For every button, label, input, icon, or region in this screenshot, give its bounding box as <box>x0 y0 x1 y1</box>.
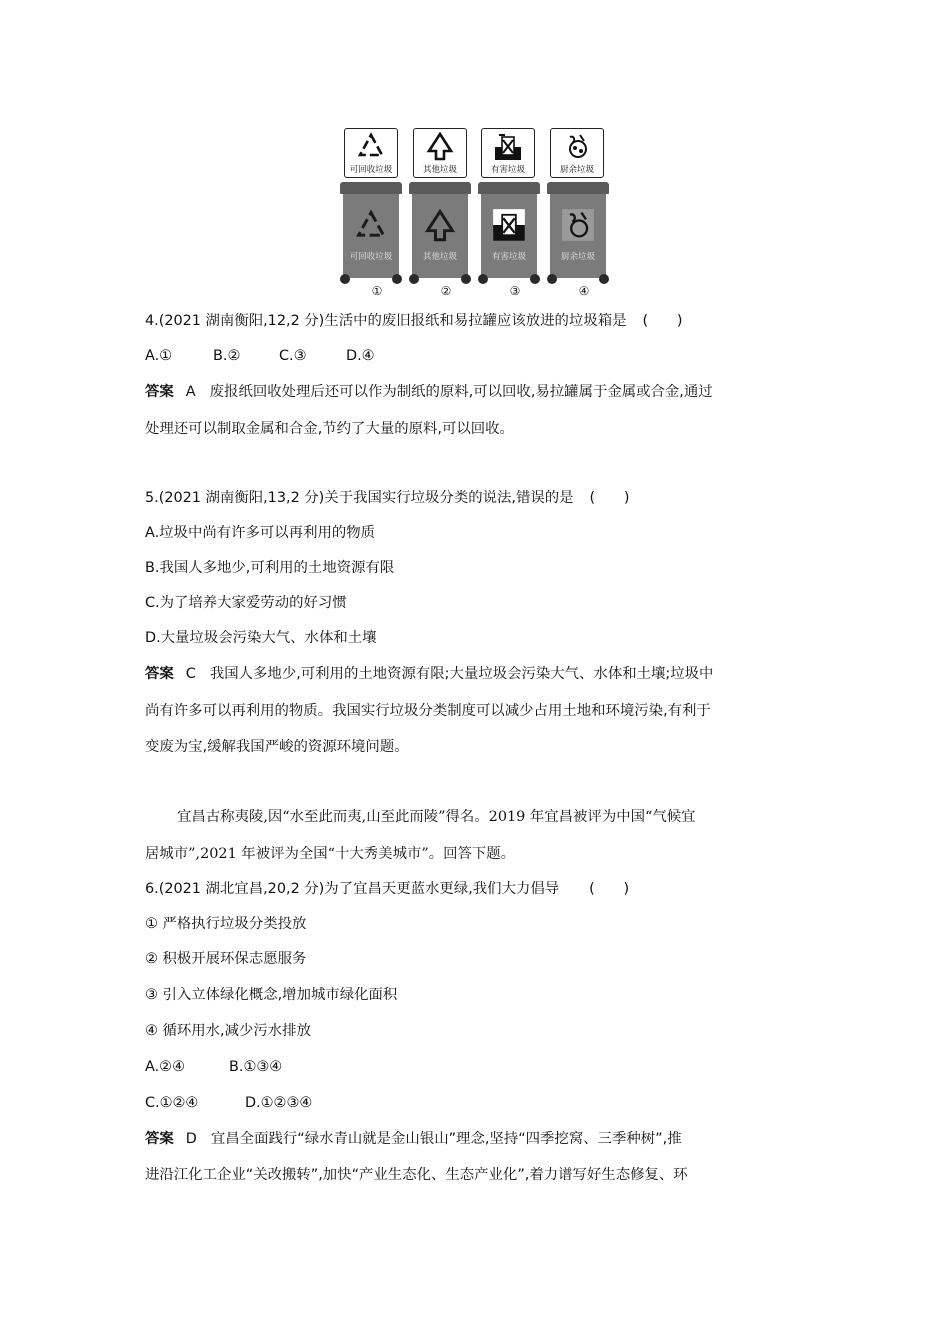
bin-kitchen <box>547 182 609 284</box>
option: B.①③④ <box>229 1059 283 1075</box>
option: D.①②③④ <box>245 1095 313 1111</box>
answer-paren: ( ) <box>589 490 630 506</box>
option: D.大量垃圾会污染大气、水体和土壤 <box>145 630 377 646</box>
bin-label: 可回收垃圾 <box>349 252 393 262</box>
question-6-stem <box>145 878 629 900</box>
question-6-answer <box>145 1128 682 1150</box>
bin-recyclable <box>340 182 402 284</box>
recycle-icon <box>354 208 388 242</box>
statement-item: ③ 引入立体绿化概念,增加城市绿化面积 <box>145 987 398 1003</box>
question-5-answer-cont: 尚有许多可以再利用的物质。我国实行垃圾分类制度可以减少占用土地和环境污染,有利于 <box>145 703 711 719</box>
recyclable-sign <box>344 128 398 178</box>
material-text: 宜昌古称夷陵,因“水至此而夷,山至此而陵”得名。2019 年宜昌被评为中国“气候宜 <box>177 809 696 825</box>
statement-item: ① 严格执行垃圾分类投放 <box>145 916 307 932</box>
answer-letter: C <box>185 666 196 682</box>
option: B.我国人多地少,可利用的土地资源有限 <box>145 560 395 576</box>
option: C.③ <box>279 348 307 364</box>
option: C.①②④ <box>145 1095 199 1111</box>
question-6-answer-cont: 进沿江化工企业“关改搬转”,加快“产业生态化、生态产业化”,着力谱写好生态修复、环 <box>145 1167 688 1183</box>
answer-label: 答案 <box>145 384 174 400</box>
bin-number: ① <box>371 284 383 298</box>
sign-label: 可回收垃圾 <box>349 165 393 175</box>
hazardous-sign <box>481 128 535 178</box>
other-waste-sign <box>413 128 467 178</box>
question-5-answer-cont: 变废为宝,缓解我国严峻的资源环境问题。 <box>145 739 409 755</box>
hazardous-icon <box>493 131 523 161</box>
sign-label: 厨余垃圾 <box>559 165 594 175</box>
bin-number: ③ <box>509 284 521 298</box>
recycle-icon <box>356 131 386 161</box>
option: A.垃圾中尚有许多可以再利用的物质 <box>145 525 376 541</box>
question-4-options <box>145 345 375 367</box>
answer-letter: A <box>185 384 196 400</box>
statement-item: ② 积极开展环保志愿服务 <box>145 951 307 967</box>
material-text: 居城市”,2021 年被评为全国“十大秀美城市”。回答下题。 <box>145 846 516 862</box>
bin-label: 厨余垃圾 <box>560 252 595 262</box>
kitchen-waste-icon <box>561 208 595 242</box>
bin-number: ② <box>440 284 452 298</box>
statement-item: ④ 循环用水,减少污水排放 <box>145 1023 311 1039</box>
question-6-options-row-1 <box>145 1056 282 1078</box>
option: A.① <box>145 348 173 364</box>
answer-explanation: 废报纸回收处理后还可以作为制纸的原料,可以回收,易拉罐属于金属或合金,通过 <box>209 384 713 400</box>
bin-number: ④ <box>578 284 590 298</box>
stem-text: 6.(2021 湖北宜昌,20,2 分)为了宜昌天更蓝水更绿,我们大力倡导 <box>145 881 560 897</box>
kitchen-waste-sign <box>550 128 604 178</box>
question-5-stem <box>145 487 630 509</box>
stem-text: 5.(2021 湖南衡阳,13,2 分)关于我国实行垃圾分类的说法,错误的是 <box>145 490 574 506</box>
bin-hazardous <box>478 182 540 284</box>
trash-bins-figure <box>338 128 614 300</box>
question-5-answer <box>145 663 713 685</box>
answer-paren: ( ) <box>642 313 683 329</box>
option: C.为了培养大家爱劳动的好习惯 <box>145 595 347 611</box>
question-4-answer-cont: 处理还可以制取金属和合金,节约了大量的原料,可以回收。 <box>145 421 514 437</box>
other-waste-icon <box>423 208 457 242</box>
question-6-options-row-2 <box>145 1092 312 1114</box>
option: D.④ <box>346 348 375 364</box>
answer-paren: ( ) <box>589 881 630 897</box>
answer-explanation: 我国人多地少,可利用的土地资源有限;大量垃圾会污染大气、水体和土壤;垃圾中 <box>209 666 714 682</box>
kitchen-waste-icon <box>562 131 592 161</box>
answer-explanation: 宜昌全面践行“绿水青山就是金山银山”理念,坚持“四季挖窝、三季种树”,推 <box>210 1131 682 1147</box>
question-4-answer <box>145 381 713 403</box>
bin-label: 有害垃圾 <box>491 252 526 262</box>
other-waste-icon <box>425 131 455 161</box>
answer-letter: D <box>185 1131 197 1147</box>
answer-label: 答案 <box>145 666 174 682</box>
hazardous-icon <box>492 208 526 242</box>
bin-label: 其他垃圾 <box>422 252 457 262</box>
answer-label: 答案 <box>145 1131 174 1147</box>
stem-text: 4.(2021 湖南衡阳,12,2 分)生活中的废旧报纸和易拉罐应该放进的垃圾箱是 <box>145 313 627 329</box>
option: B.② <box>213 348 241 364</box>
question-4-stem <box>145 310 683 332</box>
sign-label: 其他垃圾 <box>422 165 457 175</box>
sign-label: 有害垃圾 <box>490 165 525 175</box>
bin-other <box>409 182 471 284</box>
option: A.②④ <box>145 1059 185 1075</box>
